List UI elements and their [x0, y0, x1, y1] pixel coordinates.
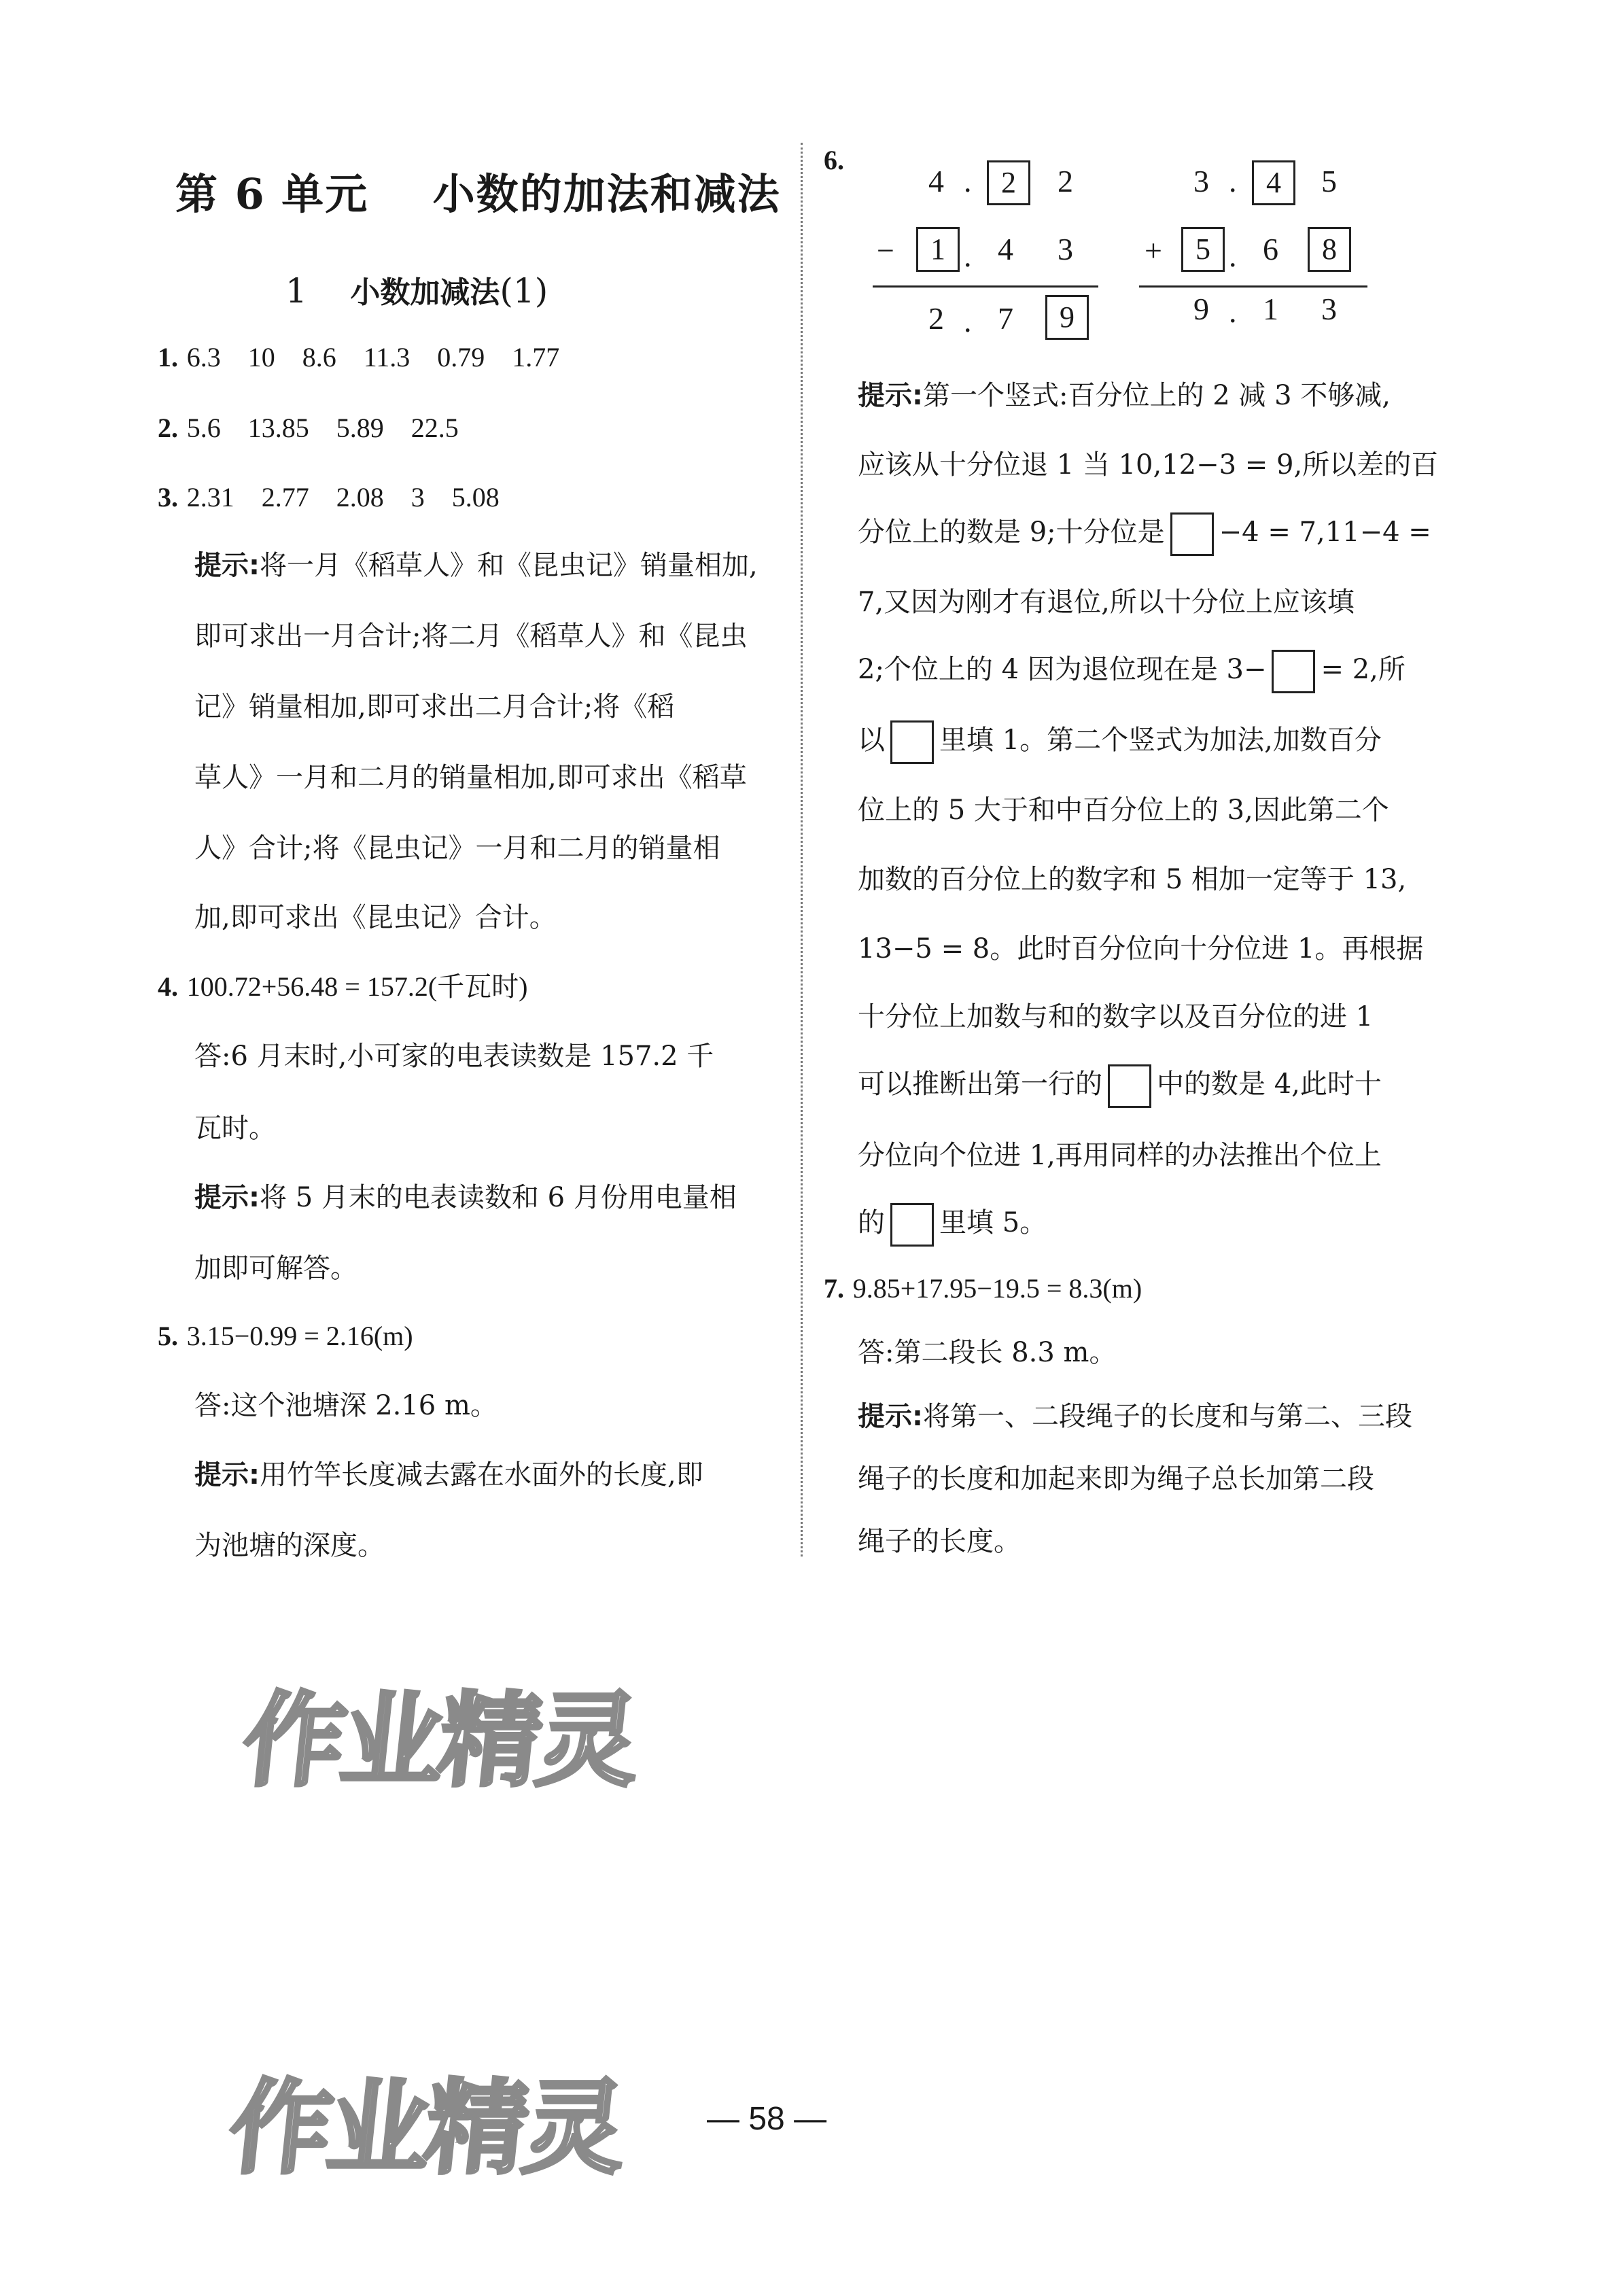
decimal-point: .: [964, 164, 972, 198]
digit: 1: [1263, 292, 1278, 326]
decimal-point: .: [1229, 239, 1237, 273]
answer-box: 1: [916, 227, 960, 272]
watermark-logo: 作业精灵: [224, 2070, 628, 2188]
q4-answer-line: 答:6 月末时,小可家的电表读数是 157.2 千: [194, 1041, 714, 1072]
hint-label: 提示:: [194, 1459, 260, 1491]
q6-hint-line: [858, 1064, 1382, 1108]
hint-text: 分位上的数是 9;十分位是: [858, 517, 1165, 548]
answer-box: 5: [1181, 227, 1225, 272]
hint-text: 可以推断出第一行的: [858, 1068, 1102, 1100]
q4-hint-line: 加即可解答。: [194, 1253, 357, 1284]
q6-hint-line: 分位向个位进 1,再用同样的办法推出个位上: [858, 1140, 1382, 1171]
digit: 4: [928, 164, 944, 198]
section-name: 小数加减法: [350, 275, 500, 310]
question-1: [158, 344, 559, 371]
hint-text: −4 = 7,11−4 =: [1219, 517, 1431, 548]
hint-text: = 2,所: [1321, 654, 1406, 685]
column-divider: [801, 143, 803, 1556]
question-number: 1.: [158, 342, 178, 372]
watermark-logo: 作业精灵: [237, 1682, 642, 1801]
decimal-point: .: [1229, 164, 1237, 198]
question-number: 3.: [158, 482, 178, 512]
q4-answer-line: 瓦时。: [194, 1113, 276, 1144]
q3-hint-line: 草人》一月和二月的销量相加,即可求出《稻草: [194, 762, 747, 793]
digit: 4: [998, 232, 1013, 266]
q6-hint-line: [858, 720, 1382, 764]
hint-label: 提示:: [194, 550, 260, 581]
digit: 5: [1321, 164, 1337, 198]
hint-text: 中的数是 4,此时十: [1157, 1068, 1382, 1100]
q3-hint-line: [194, 552, 758, 579]
page-number: — 58 —: [707, 2101, 827, 2137]
q6-hint-line: 13−5 = 8。此时百分位向十分位进 1。再根据: [858, 933, 1424, 964]
q3-hint-line: 加,即可求出《昆虫记》合计。: [194, 902, 557, 933]
calc-rule: [873, 285, 1098, 288]
question-number: 7.: [824, 1273, 844, 1304]
hint-label: 提示:: [858, 380, 923, 411]
hint-text: 用竹竿长度减去露在水面外的长度,即: [260, 1459, 703, 1491]
q4-hint-line: [194, 1184, 737, 1211]
q3-hint-line: 记》销量相加,即可求出二月合计;将《稻: [194, 691, 675, 723]
question-3: [158, 484, 500, 511]
answer-box: 2: [987, 160, 1030, 205]
blank-box: [1108, 1064, 1151, 1108]
answer-text: 100.72+56.48 = 157.2(千瓦时): [186, 971, 528, 1002]
plus-sign: +: [1145, 233, 1162, 268]
blank-box: [1272, 650, 1315, 693]
q6-hint-line: [858, 512, 1431, 556]
digit: 3: [1193, 164, 1209, 198]
question-number: 6.: [824, 145, 844, 175]
digit: 3: [1058, 232, 1073, 266]
q7-answer: 答:第二段长 8.3 m。: [858, 1337, 1117, 1368]
hint-text: 将一月《稻草人》和《昆虫记》销量相加,: [260, 550, 758, 581]
q6-hint-line: [858, 650, 1406, 693]
calc-rule: [1139, 285, 1367, 288]
hint-text: 将第一、二段绳子的长度和与第二、三段: [923, 1401, 1412, 1432]
answer-text: 2.31 2.77 2.08 3 5.08: [186, 482, 500, 512]
hint-label: 提示:: [858, 1401, 923, 1432]
q6-hint-line: [858, 1203, 1047, 1247]
q6-hint-line: 加数的百分位上的数字和 5 相加一定等于 13,: [858, 864, 1407, 895]
q6-hint-line: 位上的 5 大于和中百分位上的 3,因此第二个: [858, 795, 1389, 826]
digit: 2: [928, 301, 944, 336]
q3-hint-line: 人》合计;将《昆虫记》一月和二月的销量相: [194, 833, 720, 864]
blank-box: [890, 720, 934, 764]
answer-box: 8: [1308, 227, 1351, 272]
question-2: [158, 415, 459, 442]
q6-hint-line: 7,又因为刚才有退位,所以十分位上应该填: [858, 587, 1355, 618]
decimal-point: .: [1229, 294, 1237, 329]
digit: 3: [1321, 292, 1337, 326]
section-part: (1): [500, 271, 548, 311]
hint-text: 里填 5。: [939, 1207, 1047, 1238]
section-subtitle: [285, 268, 548, 311]
hint-text: 以: [858, 725, 885, 756]
q6-hint-line: [858, 382, 1391, 409]
hint-text: 将 5 月末的电表读数和 6 月份用电量相: [260, 1182, 737, 1213]
hint-text: 第一个竖式:百分位上的 2 减 3 不够减,: [923, 380, 1391, 411]
answer-text: 3.15−0.99 = 2.16(m): [186, 1321, 413, 1351]
answer-box: 4: [1252, 160, 1295, 205]
q5-hint-line: [194, 1461, 703, 1489]
digit: 7: [998, 301, 1013, 336]
q5-hint-line: 为池塘的深度。: [194, 1530, 385, 1561]
decimal-point: .: [964, 239, 972, 273]
unit-title: 第 6 单元 小数的加法和减法: [175, 169, 781, 219]
q3-hint-line: 即可求出一月合计;将二月《稻草人》和《昆虫: [194, 621, 748, 652]
answer-text: 6.3 10 8.6 11.3 0.79 1.77: [186, 342, 560, 372]
q6-hint-line: 应该从十分位退 1 当 10,12−3 = 9,所以差的百: [858, 449, 1439, 481]
digit: 9: [1193, 292, 1209, 326]
question-number: 5.: [158, 1321, 178, 1351]
question-number: 2.: [158, 413, 178, 443]
q7-hint-line: 绳子的长度。: [858, 1526, 1021, 1557]
hint-label: 提示:: [194, 1182, 260, 1213]
hint-text: 2;个位上的 4 因为退位现在是 3−: [858, 654, 1267, 685]
question-5: [158, 1323, 413, 1350]
q7-hint-line: 绳子的长度和加起来即为绳子总长加第二段: [858, 1463, 1374, 1495]
hint-text: 的: [858, 1207, 885, 1238]
digit: 6: [1263, 232, 1278, 266]
q7-hint-line: [858, 1403, 1412, 1430]
blank-box: [1170, 512, 1214, 556]
question-4: [158, 973, 527, 1001]
answer-text: 5.6 13.85 5.89 22.5: [186, 413, 459, 443]
hint-text: 里填 1。第二个竖式为加法,加数百分: [939, 725, 1382, 756]
q6-hint-line: 十分位上加数与和的数字以及百分位的进 1: [858, 1001, 1374, 1032]
digit: 2: [1058, 164, 1073, 198]
section-index: 1: [285, 271, 307, 311]
minus-sign: −: [877, 233, 894, 268]
decimal-point: .: [964, 304, 972, 338]
answer-box: 9: [1045, 295, 1089, 340]
blank-box: [890, 1203, 934, 1247]
q5-answer: 答:这个池塘深 2.16 m。: [194, 1390, 497, 1421]
question-number: 4.: [158, 971, 178, 1002]
question-7: [824, 1275, 1142, 1302]
answer-text: 9.85+17.95−19.5 = 8.3(m): [852, 1273, 1142, 1304]
